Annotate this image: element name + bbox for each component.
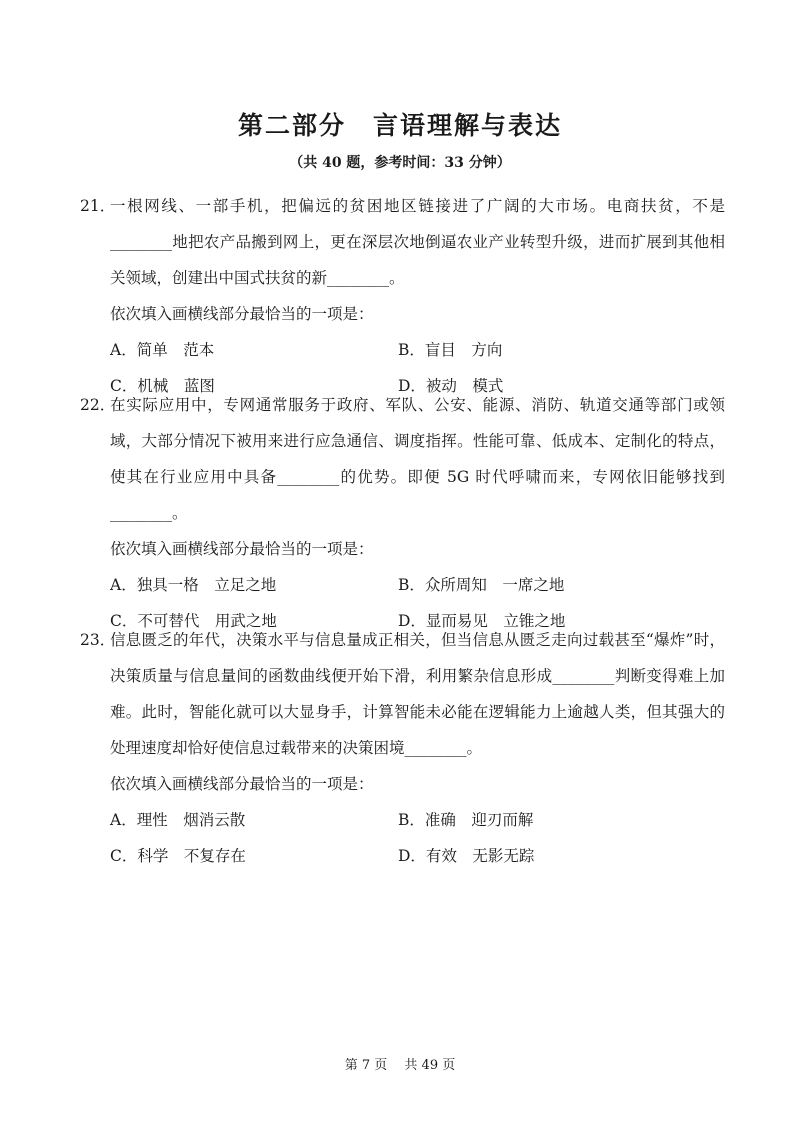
question-number: 21．	[80, 197, 116, 215]
question-number: 22．	[80, 396, 116, 414]
question-stem	[80, 387, 725, 531]
question-text: 在实际应用中，专网通常服务于政府、军队、公安、能源、消防、轨道交通等部门或领域，大部分情况下被用来进行应急通信、调度指挥。性能可靠、低成本、定制化的特点，使其在行业应用中具备________的优势。即便 5G 时代呼啸而来，专网依旧能够找到________。	[110, 396, 725, 522]
question-instruction: 依次填入画横线部分最恰当的一项是：	[110, 305, 374, 323]
question-stem	[80, 188, 725, 296]
option-c: C．机械 蓝图	[110, 377, 215, 395]
option-a: A．简单 范本	[110, 341, 215, 359]
question-text: 一根网线、一部手机，把偏远的贫困地区链接进了广阔的大市场。电商扶贫，不是________地把农产品搬到网上，更在深层次地倒逼农业产业转型升级，进而扩展到其他相关领域，创建出中国式扶贫的新________。	[110, 197, 725, 287]
question-22	[80, 387, 725, 639]
option-c: C．科学 不复存在	[110, 847, 246, 865]
option-b: B．盲目 方向	[398, 341, 503, 359]
question-number: 23．	[80, 631, 116, 649]
option-b: B．众所周知 一席之地	[398, 576, 565, 594]
section-title: 第二部分 言语理解与表达	[237, 111, 562, 140]
section-subtitle: （共 40 题，参考时间：33 分钟）	[289, 155, 511, 171]
question-text: 信息匮乏的年代，决策水平与信息量成正相关，但当信息从匮乏走向过载甚至“爆炸”时，决策质量与信息量间的函数曲线便开始下滑，利用繁杂信息形成________判断变得难上加难。此时，智能化就可以大显身手，计算智能未必能在逻辑能力上逾越人类，但其强大的处理速度却恰好使信息过载带来的决策困境________。	[110, 631, 725, 757]
question-instruction: 依次填入画横线部分最恰当的一项是：	[110, 775, 374, 793]
question-21	[80, 188, 725, 404]
option-d: D．被动 模式	[398, 377, 504, 395]
question-23	[80, 622, 725, 874]
question-instruction: 依次填入画横线部分最恰当的一项是：	[110, 540, 374, 558]
option-b: B．准确 迎刃而解	[398, 811, 534, 829]
option-a: A．独具一格 立足之地	[110, 576, 277, 594]
option-list	[80, 802, 725, 874]
page-number: 第 7 页 共 49 页	[344, 1058, 456, 1073]
option-d: D．有效 无影无踪	[398, 847, 535, 865]
question-stem	[80, 622, 725, 766]
option-c: C．不可替代 用武之地	[110, 612, 277, 630]
option-d: D．显而易见 立锥之地	[398, 612, 566, 630]
option-a: A．理性 烟消云散	[110, 811, 246, 829]
